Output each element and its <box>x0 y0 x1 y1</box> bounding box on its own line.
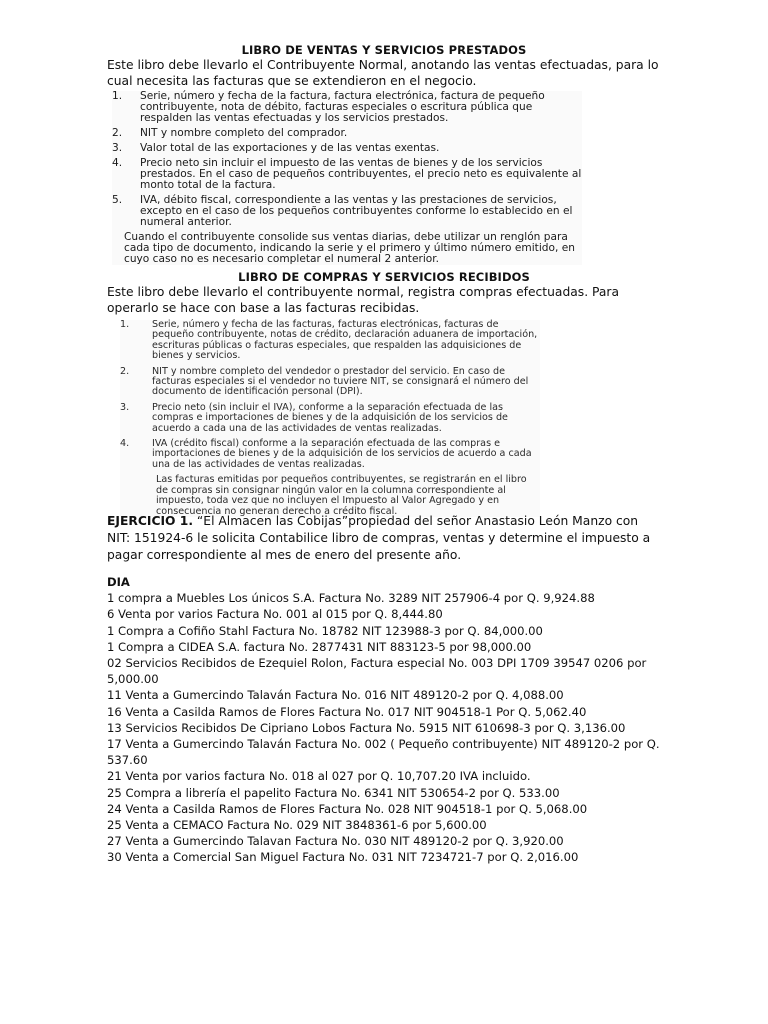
list-item: 24 Venta a Casilda Ramos de Flores Factura No. 028 NIT 904518-1 por Q. 5,068.00 <box>107 801 588 816</box>
list-item: 21 Venta por varios factura No. 018 al 027 por Q. 10,707.20 IVA incluido. <box>107 769 531 784</box>
list-item: 02 Servicios Recibidos de Ezequiel Rolon, Factura especial No. 003 DPI 1709 39547 0206 por 5,000.00 <box>107 656 647 687</box>
list-item: 5. IVA, débito fiscal, correspondiente a las ventas y las prestaciones de servicios, excepto en el caso de los pequeños contribuyentes conforme lo establecido en el numeral anterior. <box>112 194 573 228</box>
list-item: 25 Venta a CEMACO Factura No. 029 NIT 3848361-6 por 5,600.00 <box>107 818 487 833</box>
compras-intro: Este libro debe llevarlo el contribuyente normal, registra compras efectuadas. Para operarlo se hace con base a las facturas recibidas. <box>107 285 619 315</box>
dia-list <box>107 574 662 866</box>
ventas-scanned-list <box>112 91 582 265</box>
list-item: 4. Precio neto sin incluir el impuesto de las ventas de bienes y de los servicios prestados. En el caso de pequeños contribuyentes, el precio neto es equivalente al monto total de la factura. <box>112 157 582 191</box>
list-item: 4. IVA (crédito fiscal) conforme a la separación efectuada de las compras e importaciones de bienes y de la adquisición de los servicios de acuerdo a cada una de las actividades de ventas realizadas. <box>120 438 532 470</box>
ejercicio-paragraph <box>107 513 662 564</box>
list-item: 13 Servicios Recibidos De Cipriano Lobos Factura No. 5915 NIT 610698-3 por Q. 3,136.00 <box>107 720 626 735</box>
list-item: 1. Serie, número y fecha de la factura, factura electrónica, factura de pequeño contribuyente, nota de débito, facturas especiales o escritura pública que respalden las ventas efectuadas y los servicios prestados. <box>112 90 545 124</box>
list-item: 27 Venta a Gumercindo Talavan Factura No. 030 NIT 489120-2 por Q. 3,920.00 <box>107 834 564 849</box>
list-item: 3. Valor total de las exportaciones y de las ventas exentas. <box>112 142 440 154</box>
ejercicio-label: EJERCICIO 1. <box>107 514 194 528</box>
list-item: 1. Serie, número y fecha de las facturas, facturas electrónicas, facturas de pequeño contribuyente, notas de crédito, declaración aduanera de importación, escrituras públicas o facturas especiales, que respalden las adquisiciones de bienes y servicios. <box>120 319 538 362</box>
list-item: 3. Precio neto (sin incluir el IVA), conforme a la separación efectuada de las compras e importaciones de bienes y de la adquisición de los servicios de acuerdo a cada una de las actividades de ventas realizadas. <box>120 401 508 434</box>
list-item: 1 compra a Muebles Los únicos S.A. Factura No. 3289 NIT 257906-4 por Q. 9,924.88 <box>107 591 595 606</box>
list-item: 6 Venta por varios Factura No. 001 al 015 por Q. 8,444.80 <box>107 607 443 622</box>
ejercicio-text: “El Almacen las Cobijas”propiedad del señor Anastasio León Manzo con NIT: 151924-6 le solicita Contabilice libro de compras, ventas y determine el impuesto a pagar correspondiente al mes de enero del presente año. <box>107 514 651 562</box>
ventas-intro: Este libro debe llevarlo el Contribuyente Normal, anotando las ventas efectuadas, para lo cual necesita las facturas que se extendieron en el negocio. <box>107 58 659 88</box>
list-item: 16 Venta a Casilda Ramos de Flores Factura No. 017 NIT 904518-1 Por Q. 5,062.40 <box>107 704 587 719</box>
list-item: 2. NIT y nombre completo del comprador. <box>112 127 348 139</box>
ventas-title: LIBRO DE VENTAS Y SERVICIOS PRESTADOS <box>241 43 527 57</box>
ventas-note: Cuando el contribuyente consolide sus ventas diarias, debe utilizar un renglón para cada tipo de documento, indicando la serie y el primero y último número emitido, en cuyo caso no es necesario completar el numeral 2 anterior. <box>124 231 575 265</box>
compras-scanned-list <box>120 320 540 517</box>
compras-note: Las facturas emitidas por pequeños contribuyentes, se registrarán en el libro de compras sin consignar ningún valor en la columna correspondiente al impuesto, toda vez que no incluyen el Impuesto al Valor Agregado y en consecuencia no generan derecho a crédito fiscal. <box>156 474 527 517</box>
list-item: 30 Venta a Comercial San Miguel Factura No. 031 NIT 7234721-7 por Q. 2,016.00 <box>107 850 579 865</box>
list-item: 25 Compra a librería el papelito Factura No. 6341 NIT 530654-2 por Q. 533.00 <box>107 785 560 800</box>
list-item: 1 Compra a CIDEA S.A. factura No. 2877431 NIT 883123-5 por 98,000.00 <box>107 639 532 654</box>
dia-heading: DIA <box>107 575 130 589</box>
list-item: 2. NIT y nombre completo del vendedor o prestador del servicio. En caso de facturas especiales si el vendedor no tuviere NIT, se consignará el número del documento de identificación personal (DPI). <box>120 365 529 398</box>
compras-title: LIBRO DE COMPRAS Y SERVICIOS RECIBIDOS <box>238 270 530 284</box>
list-item: 11 Venta a Gumercindo Talaván Factura No. 016 NIT 489120-2 por Q. 4,088.00 <box>107 688 564 703</box>
list-item: 17 Venta a Gumercindo Talaván Factura No. 002 ( Pequeño contribuyente) NIT 489120-2 por Q. 537.60 <box>107 737 660 768</box>
list-item: 1 Compra a Cofiño Stahl Factura No. 18782 NIT 123988-3 por Q. 84,000.00 <box>107 623 543 638</box>
